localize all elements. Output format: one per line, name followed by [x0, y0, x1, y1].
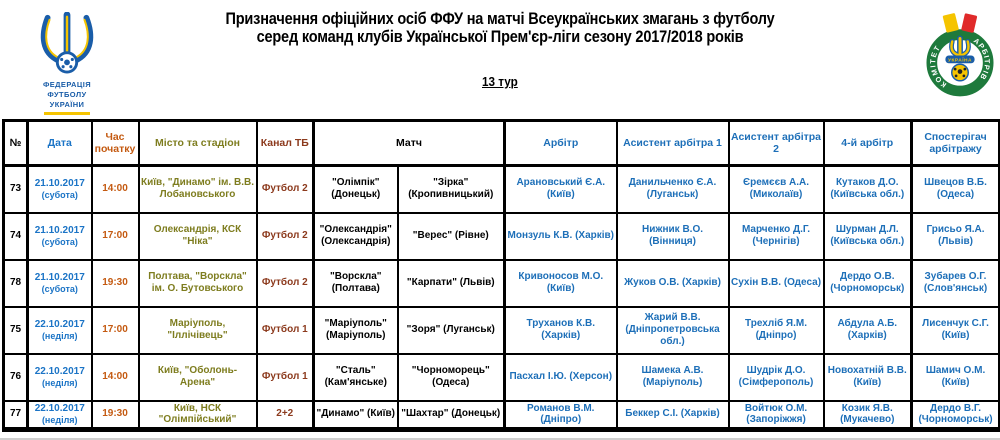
date-value: 22.10.2017: [34, 318, 85, 330]
cell-num: 76: [4, 354, 28, 401]
trident-icon: [27, 12, 107, 74]
date-value: 21.10.2017: [34, 271, 85, 283]
col-header-fourth: 4-й арбітр: [824, 121, 912, 166]
cell-home-team: "Динамо" (Київ): [314, 401, 398, 430]
cell-away-team: "Шахтар" (Донецьк): [398, 401, 505, 430]
cell-date: [28, 166, 92, 213]
cell-fourth: Козик Я.В. (Мукачево): [824, 401, 912, 430]
federation-line1: ФЕДЕРАЦІЯ: [42, 80, 92, 89]
cell-channel: Футбол 2: [257, 260, 314, 307]
day-value: (неділя): [41, 330, 78, 341]
cell-fourth: Кутаков Д.О. (Київська обл.): [824, 166, 912, 213]
cell-away-team: "Карпати" (Львів): [398, 260, 505, 307]
title-line1: Призначення офіційних осіб ФФУ на матчі Всеукраїнських змагань з футболу: [225, 10, 775, 28]
ring-text-left: КОМІТЕТ: [928, 43, 949, 90]
cell-num: 78: [4, 260, 28, 307]
cell-channel: Футбол 1: [257, 354, 314, 401]
date-value: 21.10.2017: [34, 178, 85, 190]
cell-venue: Київ, "Динамо" ім. В.В. Лобановського: [139, 166, 257, 213]
cell-referee: Арановський Є.А. (Київ): [505, 166, 617, 213]
cell-venue: Київ, НСК "Олімпійський": [139, 401, 257, 430]
cell-home-team: "Сталь" (Кам'янське): [314, 354, 398, 401]
table-row: [4, 213, 1000, 260]
table-row: [4, 401, 1000, 430]
date-value: 22.10.2017: [34, 403, 85, 415]
appointments-table: [2, 119, 1000, 432]
federation-line2: ФУТБОЛУ: [47, 89, 87, 99]
cell-num: 73: [4, 166, 28, 213]
document-title: [183, 10, 817, 46]
cell-away-team: "Зоря" (Луганськ): [398, 307, 505, 354]
col-header-match: Матч: [314, 121, 505, 166]
yellow-card-icon: [943, 13, 959, 33]
cell-away-team: "Чорноморець" (Одеса): [398, 354, 505, 401]
cell-referee: Пасхал І.Ю. (Херсон): [505, 354, 617, 401]
cell-away-team: "Верес" (Рівне): [398, 213, 505, 260]
cell-referee: Кривоносов М.О. (Київ): [505, 260, 617, 307]
cell-venue: Олександрія, КСК "Ніка": [139, 213, 257, 260]
banner-text: УКРАЇНА: [947, 58, 973, 64]
col-header-assistant1: Асистент арбітра 1: [617, 121, 729, 166]
col-header-assistant2: Асистент арбітра 2: [729, 121, 824, 166]
cell-fourth: Новохатній В.В. (Київ): [824, 354, 912, 401]
yellow-underline: [44, 112, 90, 115]
cell-assistant1: Беккер С.І. (Харків): [617, 401, 729, 430]
red-card-icon: [961, 13, 977, 33]
title-line2: серед команд клубів Української Прем'єр-ліги сезону 2017/2018 років: [256, 28, 744, 46]
cell-assistant1: Шамека А.В. (Маріуполь): [617, 354, 729, 401]
cell-channel: 2+2: [257, 401, 314, 430]
col-header-time: Час початку: [92, 121, 139, 166]
cell-num: 77: [4, 401, 28, 430]
cell-time: 17:00: [92, 307, 139, 354]
col-header-num: №: [4, 121, 28, 166]
cell-fourth: Дердо О.В. (Чорноморськ): [824, 260, 912, 307]
col-header-channel: Канал ТБ: [257, 121, 314, 166]
table-row: [4, 354, 1000, 401]
table-row: [4, 307, 1000, 354]
cell-referee: Труханов К.В. (Харків): [505, 307, 617, 354]
cell-channel: Футбол 1: [257, 307, 314, 354]
cell-referee: Монзуль К.В. (Харків): [505, 213, 617, 260]
cell-fourth: Абдула А.Б. (Харків): [824, 307, 912, 354]
col-header-venue: Місто та стадіон: [139, 121, 257, 166]
cell-assistant2: Єремєєв А.А. (Миколаїв): [729, 166, 824, 213]
cell-home-team: "Олександрія" (Олександрія): [314, 213, 398, 260]
cell-observer: Шамич О.М. (Київ): [912, 354, 1000, 401]
cell-channel: Футбол 2: [257, 213, 314, 260]
ffu-logo: [22, 12, 112, 115]
cell-assistant1: Жарий В.В. (Дніпропетровська обл.): [617, 307, 729, 354]
cell-date: [28, 307, 92, 354]
cell-observer: Зубарев О.Г. (Слов'янськ): [912, 260, 1000, 307]
cell-assistant2: Войтюк О.М. (Запоріжжя): [729, 401, 824, 430]
col-header-observer: Спостерігач арбітражу: [912, 121, 1000, 166]
cell-assistant2: Сухін В.В. (Одеса): [729, 260, 824, 307]
ring-text-right: АРБІТРІВ: [971, 36, 992, 83]
day-value: (неділя): [41, 377, 78, 388]
cell-assistant2: Трехліб Я.М. (Дніпро): [729, 307, 824, 354]
cell-channel: Футбол 2: [257, 166, 314, 213]
cell-date: [28, 401, 92, 430]
cell-time: 19:30: [92, 260, 139, 307]
date-value: 21.10.2017: [34, 224, 85, 236]
cell-num: 74: [4, 213, 28, 260]
committee-badge-icon: [926, 12, 994, 100]
day-value: (неділя): [41, 414, 78, 425]
cell-home-team: "Ворскла" (Полтава): [314, 260, 398, 307]
cell-observer: Швецов В.Б. (Одеса): [912, 166, 1000, 213]
cell-home-team: "Олімпік" (Донецьк): [314, 166, 398, 213]
round-label: 13 тур: [482, 74, 518, 89]
col-header-date: Дата: [28, 121, 92, 166]
cell-observer: Грисьо Я.А. (Львів): [912, 213, 1000, 260]
cell-venue: Полтава, "Ворскла" ім. О. Бутовського: [139, 260, 257, 307]
cell-home-team: "Маріуполь" (Маріуполь): [314, 307, 398, 354]
cell-date: [28, 354, 92, 401]
cell-time: 19:30: [92, 401, 139, 430]
day-value: (субота): [41, 283, 78, 294]
cell-observer: Лисенчук С.Г. (Київ): [912, 307, 1000, 354]
cell-date: [28, 260, 92, 307]
cell-assistant1: Данильченко Є.А. (Луганськ): [617, 166, 729, 213]
table-row: [4, 166, 1000, 213]
day-value: (субота): [41, 189, 78, 200]
cell-venue: Маріуполь, "Іллічівець": [139, 307, 257, 354]
cell-assistant1: Нижник В.О. (Вінниця): [617, 213, 729, 260]
cell-observer: Дердо В.Г. (Чорноморськ): [912, 401, 1000, 430]
cell-num: 75: [4, 307, 28, 354]
day-value: (субота): [41, 236, 78, 247]
table-row: [4, 260, 1000, 307]
header-row: [4, 121, 1000, 166]
cell-assistant2: Марченко Д.Г. (Чернігів): [729, 213, 824, 260]
cell-time: 14:00: [92, 166, 139, 213]
date-value: 22.10.2017: [34, 365, 85, 377]
col-header-referee: Арбітр: [505, 121, 617, 166]
cell-assistant2: Шудрік Д.О. (Сімферополь): [729, 354, 824, 401]
round-heading: [0, 74, 1000, 89]
cell-time: 17:00: [92, 213, 139, 260]
referee-committee-logo: [926, 12, 994, 100]
federation-line3: УКРАЇНИ: [49, 99, 85, 109]
cell-referee: Романов В.М. (Дніпро): [505, 401, 617, 430]
cell-venue: Київ, "Оболонь-Арена": [139, 354, 257, 401]
cell-away-team: "Зірка" (Кропивницький): [398, 166, 505, 213]
cell-assistant1: Жуков О.В. (Харків): [617, 260, 729, 307]
cell-date: [28, 213, 92, 260]
cell-time: 14:00: [92, 354, 139, 401]
cell-fourth: Шурман Д.Л. (Київська обл.): [824, 213, 912, 260]
